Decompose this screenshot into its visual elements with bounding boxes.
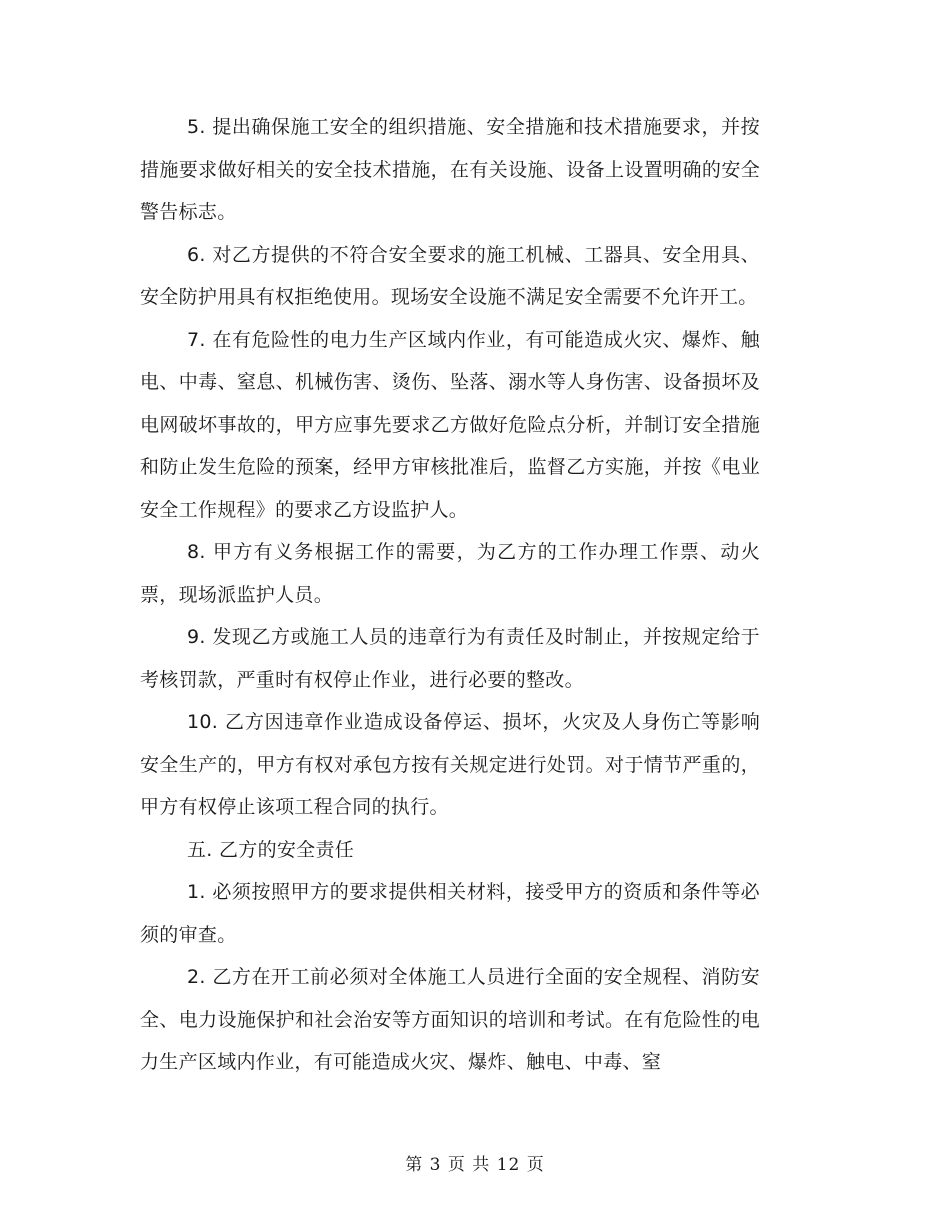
paragraph-item-7: 7. 在有危险性的电力生产区域内作业，有可能造成火灾、爆炸、触电、中毒、窒息、机械伤害、烫伤、坠落、溺水等人身伤害、设备损坏及电网破坏事故的，甲方应事先要求乙方做好危险点分析，并制订安全措施和防止发生危险的预案，经甲方审核批准后，监督乙方实施，并按《电业安全工作规程》的要求乙方设监护人。 [140,328,760,521]
paragraph-item-8: 8. 甲方有义务根据工作的需要，为乙方的工作办理工作票、动火票，现场派监护人员。 [140,541,760,606]
document-body [140,106,760,1084]
paragraph-item-9: 9. 发现乙方或施工人员的违章行为有责任及时制止，并按规定给于考核罚款，严重时有权停止作业，进行必要的整改。 [140,626,760,691]
paragraph-item-5: 5. 提出确保施工安全的组织措施、安全措施和技术措施要求，并按措施要求做好相关的安全技术措施，在有关设施、设备上设置明确的安全警告标志。 [140,116,760,223]
paragraph-item-6: 6. 对乙方提供的不符合安全要求的施工机械、工器具、安全用具、安全防护用具有权拒绝使用。现场安全设施不满足安全需要不允许开工。 [140,243,760,308]
paragraph-b-item-2: 2. 乙方在开工前必须对全体施工人员进行全面的安全规程、消防安全、电力设施保护和社会治安等方面知识的培训和考试。在有危险性的电力生产区域内作业，有可能造成火灾、爆炸、触电、中毒、窒 [140,966,760,1073]
page-number-footer: 第 3 页 共 12 页 [405,1155,545,1175]
section-heading-party-b-safety: 五. 乙方的安全责任 [187,838,355,861]
paragraph-b-item-1: 1. 必须按照甲方的要求提供相关材料，接受甲方的资质和条件等必须的审查。 [140,881,760,946]
paragraph-item-10: 10. 乙方因违章作业造成设备停运、损坏，火灾及人身伤亡等影响安全生产的，甲方有权对承包方按有关规定进行处罚。对于情节严重的，甲方有权停止该项工程合同的执行。 [140,711,760,818]
